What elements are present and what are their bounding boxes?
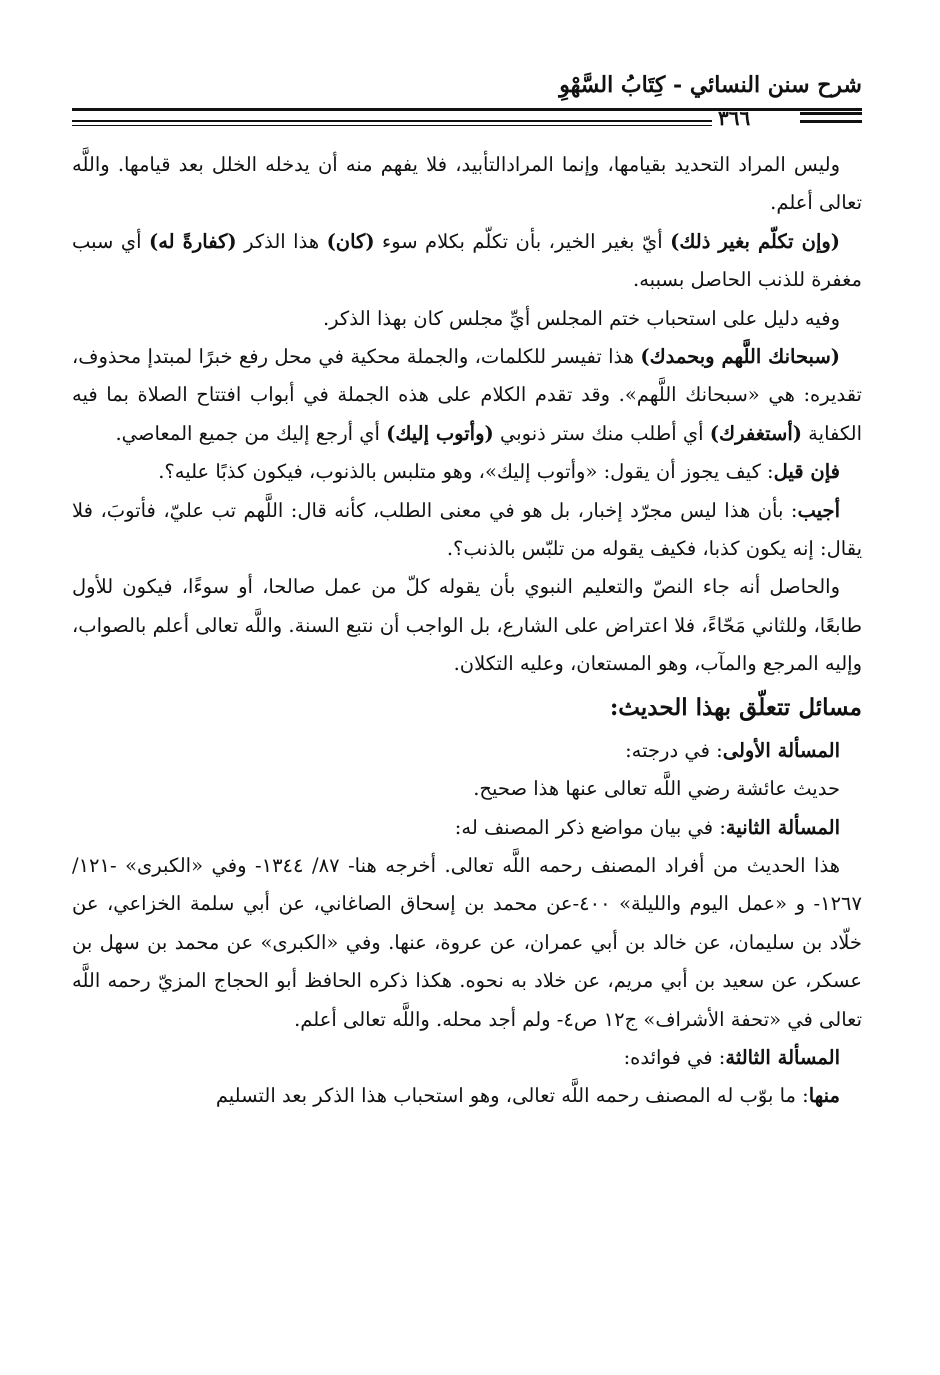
quoted-phrase: (وإن تكلّم بغير ذلك) bbox=[670, 229, 841, 253]
paragraph-7-text: والحاصل أنه جاء النصّ والتعليم النبوي بأن يقوله كلّ من عمل صالحا، أو سوءًا، فيكون للأول طابعًا، وللثاني مَحّاءً، فلا اعتراض على الشارع، بل الواجب أن نتبع السنة. واللَّه تعالى أعلم بالصواب، وإليه المرجع والمآب، وهو المستعان، وعليه التكلان. bbox=[72, 575, 862, 676]
issue-3-body bbox=[72, 1077, 862, 1115]
issue-2-text: هذا الحديث من أفراد المصنف رحمه اللَّه تعالى. أخرجه هنا- ٨٧/ ١٣٤٤- وفي «الكبرى» -١٢١/ ١٢٦٧- و «عمل اليوم والليلة» ٤٠٠-عن محمد بن إسحاق الصاغاني، عن أبي سلمة الخزاعي، عن خلّاد بن سليمان، عن خالد بن أبي عمران، عن عروة، عنها. وفي «الكبرى» عن محمد بن سهل بن عسكر، عن سعيد بن أبي مريم، عن خلاد به نحوه. هكذا ذكره الحافظ أبو الحجاج المزيّ رحمه اللَّه تعالى في «تحفة الأشراف» ج١٢ ص٤- ولم أجد محله. واللَّه تعالى أعلم. bbox=[72, 853, 862, 1031]
benefit-label: منها bbox=[808, 1084, 840, 1108]
paragraph-1-text: وليس المراد التحديد بقيامها، وإنما المرادالتأبيد، فلا يفهم منه أن يدخله الخلل بعد قيامها. واللَّه تعالى أعلم. bbox=[72, 153, 862, 215]
page-number-row bbox=[72, 106, 862, 146]
issue-3-title bbox=[72, 1039, 862, 1077]
commentary-text: هذا الذكر bbox=[236, 229, 327, 253]
quoted-phrase: (أستغفرك) bbox=[709, 421, 802, 445]
issue-2-title bbox=[72, 809, 862, 847]
question-text: : كيف يجوز أن يقول: «وأتوب إليك»، وهو متلبس بالذنوب، فيكون كذبًا عليه؟. bbox=[158, 460, 774, 484]
question-label: فإن قيل bbox=[773, 460, 840, 484]
paragraph-2 bbox=[72, 223, 862, 300]
ornament-rule bbox=[800, 112, 862, 128]
issue-label: المسألة الأولى bbox=[722, 738, 840, 762]
issue-label: المسألة الثانية bbox=[725, 815, 840, 839]
paragraph-6 bbox=[72, 492, 862, 569]
body-text bbox=[72, 146, 862, 1116]
issue-2-body bbox=[72, 847, 862, 1039]
paragraph-1 bbox=[72, 146, 862, 223]
answer-label: أجيب bbox=[797, 498, 840, 522]
commentary-text: أي أطلب منك ستر ذنوبي bbox=[493, 421, 710, 445]
section-heading: مسائل تتعلّق بهذا الحديث: bbox=[609, 693, 862, 721]
commentary-text: أيّ بغير الخير، بأن تكلّم بكلام سوء bbox=[374, 229, 671, 253]
paragraph-5 bbox=[72, 453, 862, 491]
quoted-phrase: (سبحانك اللَّهم وبحمدك) bbox=[640, 345, 841, 369]
quoted-phrase: (وأتوب إليك) bbox=[386, 421, 494, 445]
commentary-text: أي أرجع إليك من جميع المعاصي. bbox=[115, 421, 387, 445]
issue-1-body bbox=[72, 770, 862, 808]
quoted-phrase: (كان) bbox=[326, 229, 375, 253]
page bbox=[72, 62, 862, 1116]
answer-text: : بأن هذا ليس مجرّد إخبار، بل هو في معنى الطلب، كأنه قال: اللَّهم تب عليّ، فأتوبَ، فلا يقال: إنه يكون كذبا، فكيف يقوله من تلبّس بالذنب؟. bbox=[72, 498, 862, 561]
paragraph-3-text: وفيه دليل على استحباب ختم المجلس أيِّ مجلس كان بهذا الذكر. bbox=[322, 306, 840, 330]
quoted-phrase: (كفارةً له) bbox=[148, 229, 237, 253]
issue-label: المسألة الثالثة bbox=[725, 1045, 840, 1069]
commentary-text: أي سبب مغفرة للذنب الحاصل بسببه. bbox=[72, 229, 862, 292]
issue-topic: : في فوائده: bbox=[623, 1045, 726, 1069]
issue-topic: : في درجته: bbox=[625, 738, 723, 762]
paragraph-4 bbox=[72, 338, 862, 453]
issue-1-text: حديث عائشة رضي اللَّه تعالى عنها هذا صحيح. bbox=[473, 777, 840, 801]
issue-3-text: : ما بوّب له المصنف رحمه اللَّه تعالى، وهو استحباب هذا الذكر بعد التسليم bbox=[215, 1084, 809, 1108]
page-number-rule bbox=[72, 120, 712, 126]
paragraph-3 bbox=[72, 300, 862, 338]
issue-topic: : في بيان مواضع ذكر المصنف له: bbox=[454, 815, 726, 839]
page-number: ٣٦٦ bbox=[718, 106, 751, 130]
issue-1-title bbox=[72, 732, 862, 770]
running-title: شرح سنن النسائي - كِتَابُ السَّهْوِ bbox=[559, 72, 862, 98]
commentary-text: هذا تفيسر للكلمات، والجملة محكية في محل رفع خبرًا لمبتدإ محذوف، تقديره: هي «سبحانك اللَّهم». وقد تقدم الكلام على هذه الجملة في أبواب افتتاح الصلاة بما فيه الكفاية bbox=[72, 345, 862, 445]
paragraph-7 bbox=[72, 568, 862, 683]
